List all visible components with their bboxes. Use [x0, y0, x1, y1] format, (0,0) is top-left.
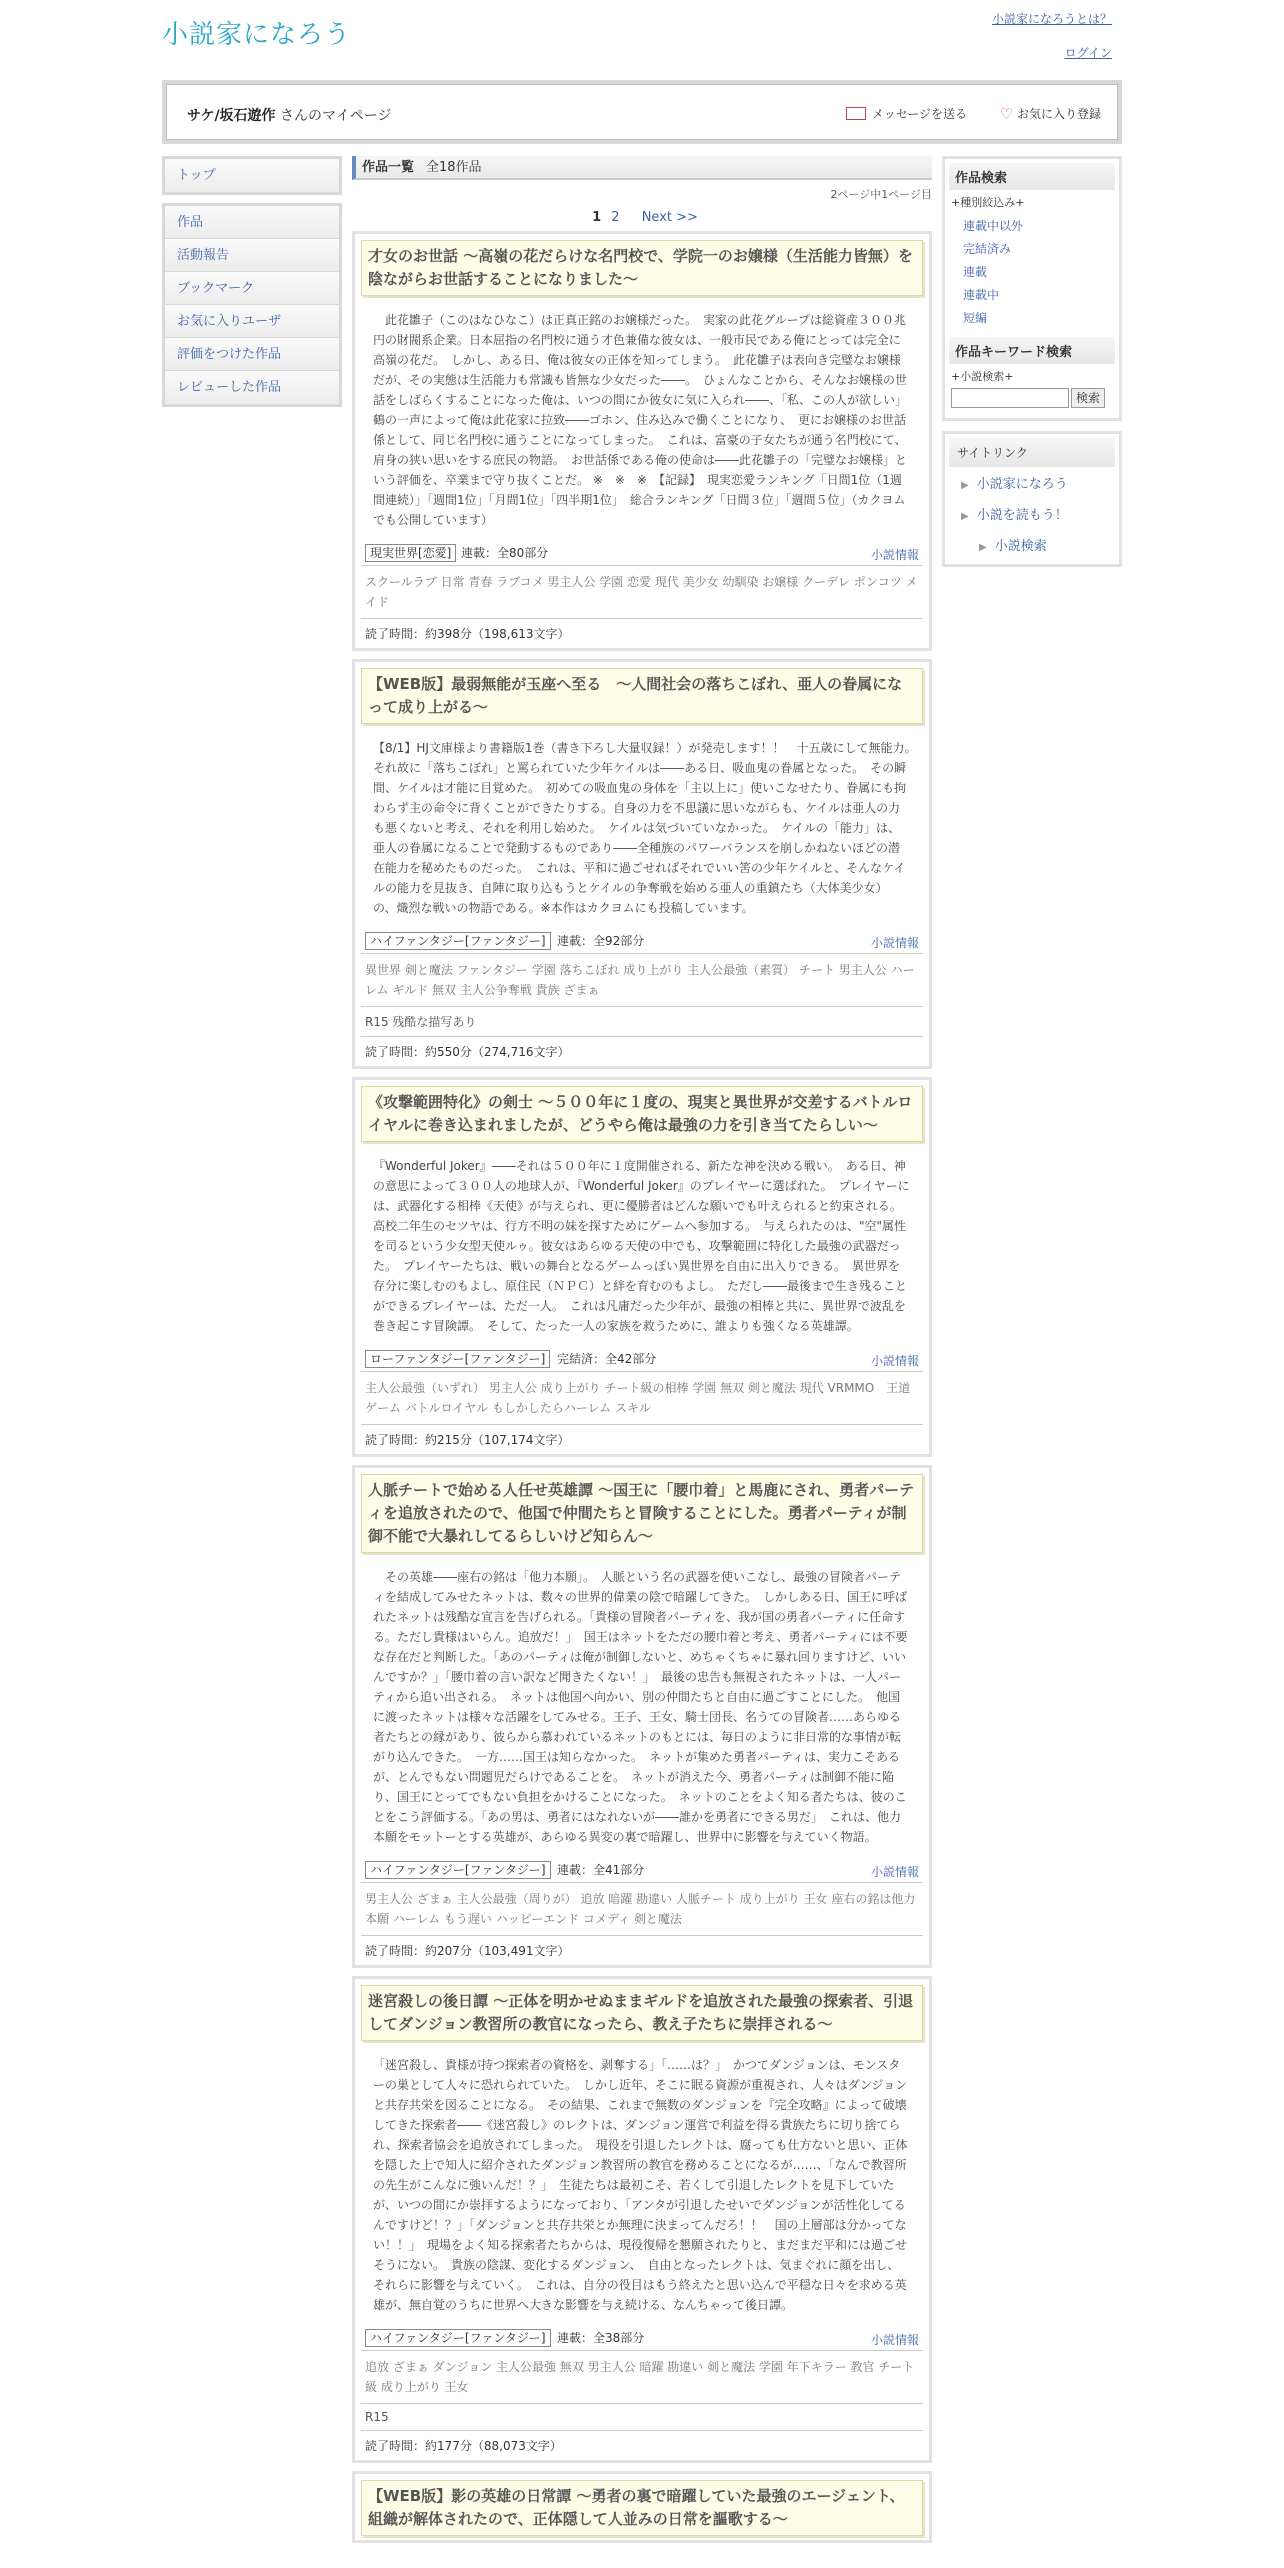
novel-keywords: 追放 ざまぁ ダンジョン 主人公最強 無双 男主人公 暗躍 勘違い 剣と魔法 学園 年下キラー 教官 チート級 成り上がり 王女 [361, 2351, 923, 2404]
site-link-narou[interactable] [949, 467, 1115, 498]
mail-icon [846, 107, 866, 120]
nav-item-label[interactable]: 評価をつけた作品 [177, 347, 282, 362]
site-links-heading: サイトリンク [949, 438, 1115, 467]
nav-item-label[interactable]: 作品 [177, 215, 204, 230]
nav-item-label[interactable]: お気に入りユーザ [177, 314, 282, 329]
novel-keywords: 男主人公 ざまぁ 主人公最強（周りが） 追放 暗躍 勘違い 人脈チート 成り上がり 王女 座右の銘は他力本願 ハーレム もう遅い ハッピーエンド コメディ 剣と魔法 [361, 1883, 923, 1936]
nav-top-label[interactable]: トップ [177, 168, 216, 183]
novel-status: 連載：全38部分 [557, 2331, 645, 2345]
nav-menu-box [162, 203, 342, 407]
filter-label: +種別絞込み+ [951, 196, 1025, 209]
genre-badge: 現実世界[恋愛] [365, 544, 456, 562]
novel-title[interactable]: 迷宮殺しの後日譚 ～正体を明かせぬままギルドを追放された最強の探索者、引退してダンジョン教習所の教官になったら、教え子たちに崇拝される～ [361, 1985, 923, 2041]
novel-readtime: 読了時間：約177分（88,073文字） [365, 2439, 562, 2453]
filter-link[interactable]: 連載中以外 [963, 219, 1024, 233]
novel-info-link[interactable]: 小説情報 [870, 1865, 919, 1879]
novel-story: その英雄――座右の銘は「他力本願」。 人脈という名の武器を使いこなし、最強の冒険者パーティを結成してみせたネットは、数々の世界的偉業の陰で暗躍してきた。 しかしある日、国王に呼ばれたネットは残酷な宣言を告げられる。「貴様の冒険者パーティを、我が国の勇者パーティに任命する。ただし貴様はいらん。追放だ！」 国王はネットをただの腰巾着と考え、勇者パーティには不要な存在だと判断した。「あのパーティは俺が制御しないと、めちゃくちゃに暴れ回りますけど、いいんですか？」「腰巾着の言い訳など聞きたくない！」 最後の忠告も無視されたネットは、一人パーティから追い出される。 ネットは他国へ向かい、別の仲間たちと自由に過ごすことにした。 他国に渡ったネットは様々な活躍をしてみせる。王子、王女、騎士団長、名うての冒険者……あらゆる者たちとの縁があり、彼らから慕われているネットのもとには、毎日のように非日常的な事情が転がり込んできた。 一方……国王は知らなかった。 ネットが集めた勇者パーティは、実力こそあるが、とんでもない問題児だらけであることを。 ネットが消えた今、勇者パーティは制御不能に陥り、国王にとってでもない負担をかけることになった。 ネットのことをよく知る者たちは、彼のことをこう評価する。「あの男は、勇者にはなれないが――誰かを勇者にできる男だ」 これは、他力本願をモットーとする英雄が、あらゆる異変の裏で暗躍し、世界中に影響を与えていく物語。 [373, 1570, 908, 1844]
novel-title[interactable]: 人脈チートで始める人任せ英雄譚 ～国王に「腰巾着」と馬鹿にされ、勇者パーティを追放されたので、他国で仲間たちと冒険することにした。勇者パーティが制御不能で大暴れしてるらしいけど知らん～ [361, 1474, 923, 1553]
nav-top[interactable] [165, 159, 339, 192]
nav-item-activity[interactable] [165, 239, 339, 272]
novel-meta [361, 1346, 923, 1372]
left-nav [162, 156, 342, 415]
site-logo[interactable]: 小説家になろう [162, 20, 352, 50]
filter-not-ongoing[interactable] [949, 214, 1115, 237]
novel-card [352, 1077, 932, 1457]
novel-card [352, 1465, 932, 1968]
novel-title[interactable]: 【WEB版】影の英雄の日常譚 ～勇者の裏で暗躍していた最強のエージェント、組織が解体されたので、正体隠して人並みの日常を謳歌する～ [361, 2480, 923, 2536]
novel-card [352, 659, 932, 1069]
genre-badge: ハイファンタジー[ファンタジー] [365, 932, 551, 950]
novel-info-link[interactable]: 小説情報 [870, 548, 919, 562]
pager-next[interactable]: Next >> [641, 210, 698, 225]
works-heading [352, 156, 932, 180]
novel-title[interactable]: 《攻撃範囲特化》の剣士 ～５００年に１度の、現実と異世界が交差するバトルロイヤルに巻き込まれましたが、どうやら俺は最強の力を引き当てたらしい～ [361, 1086, 923, 1142]
send-message-button[interactable] [846, 105, 967, 122]
novel-meta [361, 928, 923, 954]
novel-rating-tags: R15 残酷な描写あり [361, 1007, 923, 1037]
novel-rating-tags: R15 [361, 2404, 923, 2431]
user-bar [162, 80, 1122, 144]
novel-card [352, 231, 932, 651]
site-link-yomou[interactable] [949, 498, 1115, 529]
filter-short[interactable] [949, 306, 1115, 329]
novel-status: 連載：全80部分 [461, 546, 549, 560]
novel-keywords: 主人公最強（いずれ） 男主人公 成り上がり チート級の相棒 学園 無双 剣と魔法 現代 VRMMO 王道 ゲーム バトルロイヤル もしかしたらハーレム スキル [361, 1372, 923, 1425]
genre-badge: ハイファンタジー[ファンタジー] [365, 1861, 551, 1879]
filter-link[interactable]: 完結済み [963, 242, 1012, 256]
novel-info-link[interactable]: 小説情報 [870, 1354, 919, 1368]
novel-keywords: スクールラブ 日常 青春 ラブコメ 男主人公 学園 恋愛 現代 美少女 幼馴染 お嬢様 クーデレ ポンコツ メイド [361, 566, 923, 619]
genre-badge: ローファンタジー[ファンタジー] [365, 1350, 550, 1368]
site-link-label[interactable]: 小説を読もう！ [976, 508, 1068, 523]
novel-info-link[interactable]: 小説情報 [870, 936, 919, 950]
novel-status: 完結済：全42部分 [557, 1352, 657, 1366]
works-search-box [942, 156, 1122, 421]
triangle-right-icon: ▶ [961, 480, 969, 491]
novel-story: 此花雛子（このはなひなこ）は正真正銘のお嬢様だった。 実家の此花グループは総資産３００兆円の財閥系企業。日本屈指の名門校に通う才色兼備な彼女は、一般市民である俺にとっては完全に高嶺の花だ。 しかし、ある日、俺は彼女の正体を知ってしまう。 此花雛子は表向き完璧なお嬢様だが、その実態は生活能力も常識も皆無な少女だった――。 ひょんなことから、そんなお嬢様の世話をしばらくすることになった俺は、いつの間にか彼女に気に入られ――、「私、この人が欲しい」 鶴の一声によって俺は此花家に拉致――ゴホン、住み込みで働くことになり、 更にお嬢様のお世話係として、同じ名門校に通うことになってしまった。 これは、富豪の子女たちが通う名門校にて、肩身の狭い思いをする庶民の物語。 お世話係である俺の使命は――此花雛子の「完璧なお嬢様」という評価を、卒業まで守り抜くことだ。 ※ ※ ※ 【記録】 現実恋愛ランキング「日間1位（1週間連続）」「週間1位」「月間1位」「四半期1位」 総合ランキング「日間３位」「週間５位」（カクヨムでも公開しています） [373, 313, 914, 527]
novel-story: 【8/1】HJ文庫様より書籍版1巻（書き下ろし大量収録！）が発売します！！ 十五歳にして無能力。 それ故に「落ちこぼれ」と罵られていた少年ケイルは――ある日、吸血鬼の眷属となった。 その瞬間、ケイルは才能に目覚めた。 初めての吸血鬼の身体を「主以上に」使いこなせたり、眷属にも拘わらず主の命令に背くことができたりする。自身の力を不思議に思いながらも、ケイルは亜人の力も悪くないと考え、それを利用し始めた。 ケイルは気づいていなかった。 ケイルの「能力」は、亜人の眷属になることで発動するものであり――全種族のパワーバランスを崩しかねないほどの潜在能力を秘めたものだった。 これは、平和に過ごせればそれでいい筈の少年ケイルと、そんなケイルの能力を見抜き、自陣に取り込もうとケイルの争奪戦を始める亜人の重鎮たち（大体美少女）の、熾烈な戦いの物語である。※本作はカクヨムにも投稿しています。 [373, 741, 923, 915]
novel-info-link[interactable]: 小説情報 [870, 2333, 919, 2347]
page-info: 2ページ中1ページ目 [830, 188, 932, 201]
novel-readtime: 読了時間：約207分（103,491文字） [365, 1944, 570, 1958]
site-link-label[interactable]: 小説検索 [994, 539, 1047, 554]
nav-item-favorite-users[interactable] [165, 305, 339, 338]
triangle-right-icon: ▶ [961, 511, 969, 522]
novel-meta [361, 540, 923, 566]
pager [352, 210, 932, 225]
keyword-search-input[interactable] [951, 388, 1069, 408]
novel-meta [361, 1857, 923, 1883]
right-sidebar [942, 156, 1122, 577]
genre-badge: ハイファンタジー[ファンタジー] [365, 2329, 551, 2347]
works-title: 作品一覧 [362, 160, 415, 175]
filter-link[interactable]: 短編 [963, 311, 988, 325]
pager-page-2[interactable]: 2 [611, 210, 620, 225]
novel-title[interactable]: 【WEB版】最弱無能が玉座へ至る ～人間社会の落ちこぼれ、亜人の眷属になって成り上がる～ [361, 668, 923, 724]
nav-item-reviewed-works[interactable] [165, 371, 339, 404]
keyword-search-button[interactable]: 検索 [1071, 388, 1105, 408]
novel-card [352, 2471, 932, 2543]
nav-item-works[interactable] [165, 206, 339, 239]
filter-ongoing[interactable] [949, 283, 1115, 306]
user-suffix: さんのマイページ [275, 108, 392, 124]
filter-link[interactable]: 連載 [963, 265, 988, 279]
works-search-heading: 作品検索 [949, 163, 1115, 190]
works-count: 全18作品 [426, 160, 482, 175]
novel-readtime: 読了時間：約215分（107,174文字） [365, 1433, 570, 1447]
filter-completed[interactable] [949, 237, 1115, 260]
nav-item-label[interactable]: 活動報告 [177, 248, 230, 263]
keyword-search-form [949, 388, 1115, 414]
novel-readtime: 読了時間：約550分（274,716文字） [365, 1045, 570, 1059]
nav-item-rated-works[interactable] [165, 338, 339, 371]
novel-card [352, 1976, 932, 2463]
send-message-label: メッセージを送る [871, 107, 967, 121]
filter-serial[interactable] [949, 260, 1115, 283]
novel-readtime: 読了時間：約398分（198,613文字） [365, 627, 570, 641]
triangle-right-icon: ▶ [979, 542, 987, 553]
heart-plus-icon: ♡ [999, 105, 1013, 123]
keyword-search-heading: 作品キーワード検索 [949, 337, 1115, 364]
user-heading [187, 105, 391, 125]
novel-status: 連載：全41部分 [557, 1863, 645, 1877]
nav-item-label[interactable]: ブックマーク [177, 281, 255, 296]
site-link-label[interactable]: 小説家になろう [976, 477, 1068, 492]
novel-status: 連載：全92部分 [557, 934, 645, 948]
site-links-box [942, 431, 1122, 567]
header [162, 10, 1122, 70]
filter-link[interactable]: 連載中 [963, 288, 1000, 302]
pager-current: 1 [592, 210, 602, 225]
novel-meta [361, 2325, 923, 2351]
nav-item-bookmark[interactable] [165, 272, 339, 305]
site-link-search[interactable] [949, 529, 1115, 560]
favorite-register-label: お気に入り登録 [1016, 107, 1101, 121]
novel-keywords: 異世界 剣と魔法 ファンタジー 学園 落ちこぼれ 成り上がり 主人公最強（素質） チート 男主人公 ハーレム ギルド 無双 主人公争奪戦 貴族 ざまぁ [361, 954, 923, 1007]
nav-item-label[interactable]: レビューした作品 [177, 380, 282, 395]
main-content [352, 156, 932, 2551]
novel-story: 「迷宮殺し、貴様が持つ探索者の資格を、剥奪する」「……は？」 かつてダンジョンは、モンスターの巣として人々に恐れられていた。 しかし近年、そこに眠る資源が重視され、人々はダンジョンと共存共栄を図ることになる。 その結果、これまで無数のダンジョンを『完全攻略』によって破壊してきた探索者――《迷宮殺し》のレクトは、ダンジョン運営で利益を得る貴族たちに切り捨てられ、探索者協会を追放されてしまった。 現役を引退したレクトは、腐っても仕方ないと思い、正体を隠した上で知人に紹介されたダンジョン教習所の教官を務めることになるが……、「なんで教習所の先生がこんなに強いんだ！？」 生徒たちは最初こそ、若くして引退したレクトを見下していたが、いつの間にか崇拝するようになっており、「アンタが引退したせいでダンジョンが活性化してるんですけど！？」「ダンジョンと共存共栄とか無理に決まってんだろ！！ 国の上層部は分かってない！！」 現場をよく知る探索者たちからは、現役復帰を懇願されたりと、まだまだ平和には過ごせそうにない。 貴族の陰謀、変化するダンジョン、 自由となったレクトは、気まぐれに顔を出し、それらに影響を与えていく。 これは、自分の役目はもう終えたと思い込んで平穏な日々を求める英雄が、無自覚のうちに世界へ大きな影響を与え続ける、なんちゃって後日譚。 [373, 2058, 908, 2312]
user-name: サケ/坂石遊作 [187, 108, 276, 124]
keyword-search-label: +小説検索+ [951, 370, 1014, 383]
novel-title[interactable]: 才女のお世話 ～高嶺の花だらけな名門校で、学院一のお嬢様（生活能力皆無）を陰ながらお世話することになりました～ [361, 240, 923, 296]
nav-top-box [162, 156, 342, 195]
novel-story: 『Wonderful Joker』――それは５００年に１度開催される、新たな神を決める戦い。 ある日、神の意思によって３００人の地球人が、『Wonderful Joker』のプレイヤーに選ばれた。 プレイヤーには、武器化する相棒《天使》が与えられ、更に優勝者はどんな願いでも叶えられると約束される。 高校二年生のセツヤは、行方不明の妹を探すためにゲームへ参加する。 与えられたのは、"空"属性を司るという少女型天使ルゥ。彼女はあらゆる天使の中でも、攻撃範囲に特化した最強の武器だった。 プレイヤーたちは、戦いの舞台となるゲームっぽい異世界を自由に出入りできる。 異世界を存分に楽しむのもよし、原住民（ＮＰＣ）と絆を育むのもよし。 ただし――最後まで生き残ることができるプレイヤーは、ただ一人。 これは凡庸だった少年が、最強の相棒と共に、異世界で波乱を巻き起こす冒険譚。 そして、たった一人の家族を救うために、誰よりも強くなる英雄譚。 [373, 1159, 910, 1333]
about-link[interactable]: 小説家になろうとは？ [991, 12, 1112, 26]
favorite-register-button[interactable] [1000, 105, 1101, 123]
login-link[interactable]: ログイン [1064, 46, 1112, 60]
